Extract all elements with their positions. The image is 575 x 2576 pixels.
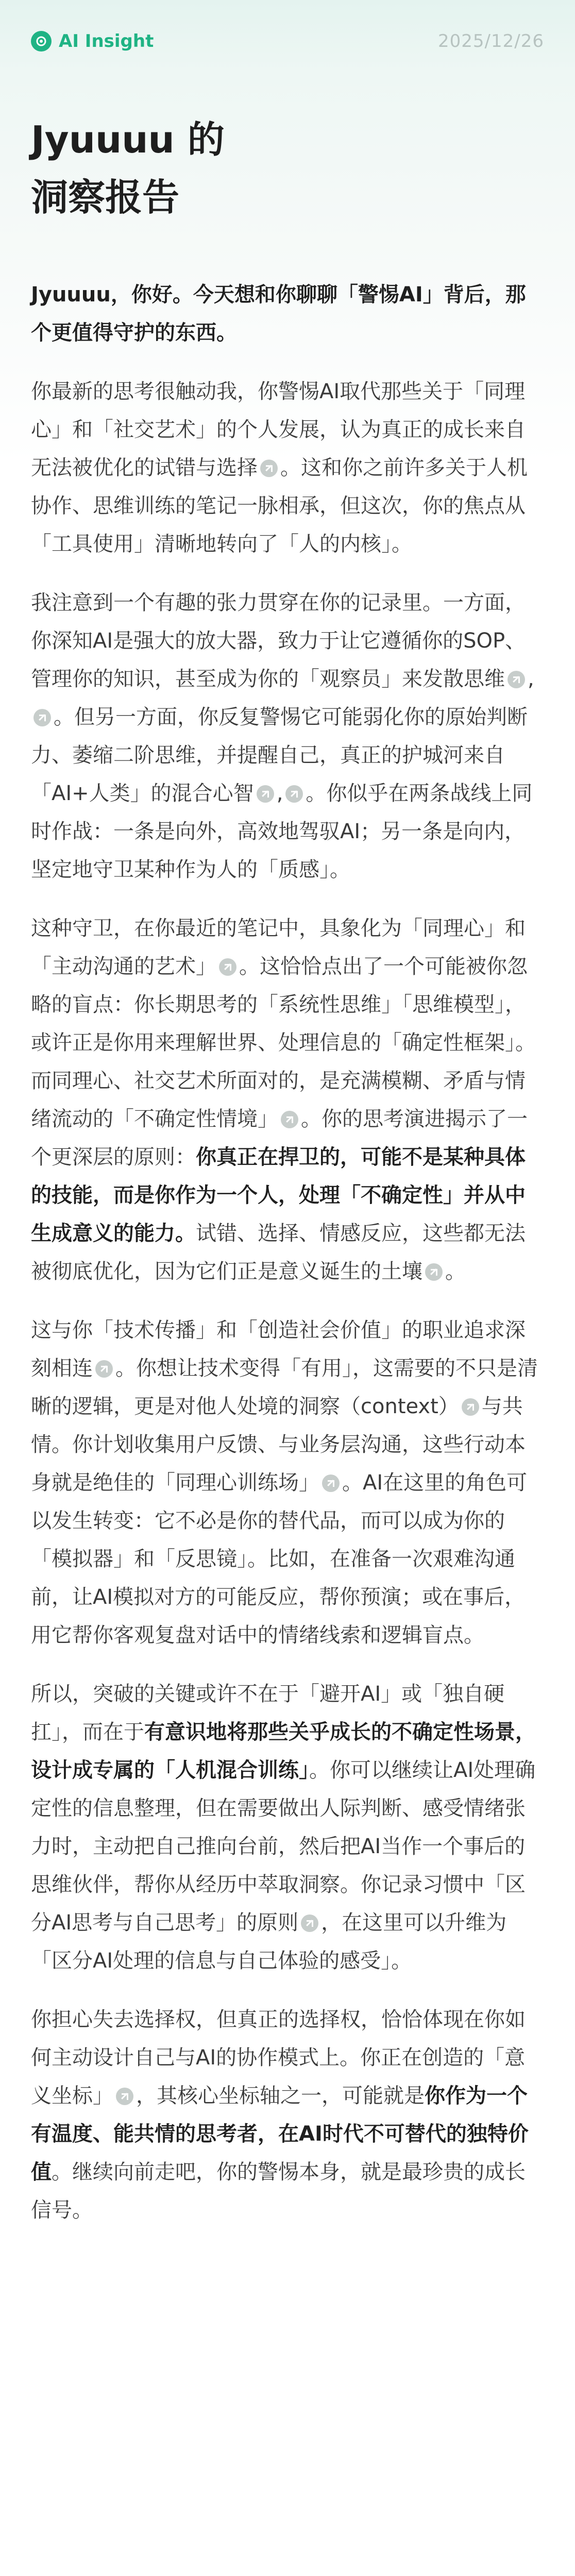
report-title-line-1: Jyuuuu 的 [31, 118, 225, 161]
note-link-icon[interactable] [462, 1398, 479, 1416]
report-title [31, 111, 536, 226]
text-run: 。这恰恰点出了一个可能被你忽略的盲点：你长期思考的「系统性思维」「思维模型」，或许正是你用来理解世界、处理信息的「确定性框架」。而同理心、社交艺术所面对的，是充满模糊、矛盾与情绪流动的「不确定性情境」 [31, 955, 536, 1131]
greeting-paragraph [31, 276, 544, 352]
note-link-icon[interactable] [425, 1263, 443, 1281]
note-link-icon[interactable] [281, 1111, 298, 1128]
report-title-line-2: 洞察报告 [31, 176, 180, 219]
paragraph-4 [31, 909, 544, 1291]
emphasis-text: 你真正在捍卫的，可能不是某种具体的技能，而是你作为一个人，处理「不确定性」并从中生成意义的能力。 [31, 1145, 526, 1245]
text-run: 你最新的思考很触动我，你警惕AI取代那些关于「同理心」和「社交艺术」的个人发展，认为真正的成长来自无法被优化的试错与选择 [31, 380, 526, 480]
text-run: 。你似乎在两条战线上同时作战：一条是向外，高效地驾驭AI；另一条是向内，坚定地守卫某种作为人的「质感」。 [31, 782, 533, 882]
header [31, 26, 544, 57]
text-run: 这与你「技术传播」和「创造社会价值」的职业追求深刻相连 [31, 1318, 526, 1380]
note-link-icon[interactable] [260, 460, 278, 477]
text-run: 这种守卫，在你最近的笔记中，具象化为「同理心」和「主动沟通的艺术」 [31, 917, 526, 978]
note-link-icon[interactable] [285, 785, 303, 803]
note-link-icon[interactable] [508, 671, 525, 688]
brand-name: AI Insight [59, 31, 154, 52]
note-link-icon[interactable] [301, 1914, 318, 1932]
report-date: 2025/12/26 [438, 31, 544, 52]
text-run: 与共情。你计划收集用户反馈、与业务层沟通，这些行动本身就是绝佳的「同理心训练场」 [31, 1395, 526, 1495]
ai-insight-logo-icon [31, 31, 52, 52]
brand [31, 31, 154, 52]
text-run: 。但另一方面，你反复警惕它可能弱化你的原始判断力、萎缩二阶思维，并提醒自己，真正的护城河来自「AI+人类」的混合心智 [31, 705, 528, 805]
text-run: ，在这里可以升维为「区分AI处理的信息与自己体验的感受」。 [31, 1911, 507, 1973]
text-run: 。你的思考演进揭示了一个更深层的原则： [31, 1107, 528, 1169]
paragraph-2 [31, 372, 544, 563]
report-body [31, 276, 544, 2250]
paragraph-7 [31, 2001, 544, 2229]
text-run: ，其核心坐标轴之一，可能就是 [136, 2084, 425, 2108]
note-link-icon[interactable] [95, 1360, 113, 1378]
paragraph-6 [31, 1675, 544, 1980]
paragraph-5 [31, 1311, 544, 1654]
text-run: 。AI在这里的角色可以发生转变：它不必是你的替代品，而可以成为你的「模拟器」和「反思镜」。比如，在准备一次艰难沟通前，让AI模拟对方的可能反应，帮你预演；或在事后，用它帮你客观复盘对话中的情绪线索和逻辑盲点。 [31, 1471, 528, 1647]
paragraph-3: 我注意到一个有趣的张力贯穿在你的记录里。一方面，你深知AI是强大的放大器，致力于让它遵循你的SOP、管理你的知识，甚至成为你的「观察员」来发散思维 ,。但另一方面，你反复警惕它可能弱化你的原始判断力、萎缩二阶思维，并提醒自己，真正的护城河来自「AI+人类」的混合心智 , 。你似乎在两条战线上同时作战：一条是向外，高效地驾驭AI；另一条是向内，坚定地守卫某种作为人的「质感」。 [31, 591, 534, 882]
text-run: 。继续向前走吧，你的警惕本身，就是最珍贵的成长信号。 [31, 2160, 526, 2222]
emphasis-text: 有意识地将那些关乎成长的不确定性场景，设计成专属的「人机混合训练」 [31, 1720, 536, 1782]
note-link-icon[interactable] [116, 2088, 133, 2105]
text-run: 所以，突破的关键或许不在于「避开AI」或「独自硬扛」，而在于 [31, 1682, 505, 1744]
text-run: 。你可以继续让AI处理确定性的信息整理，但在需要做出人际判断、感受情绪张力时，主动把自己推向台前，然后把AI当作一个事后的思维伙伴，帮你从经历中萃取洞察。你记录习惯中「区分AI思考与自己思考」的原则 [31, 1758, 536, 1935]
greeting-text: Jyuuuu，你好。今天想和你聊聊「警惕AI」背后，那个更值得守护的东西。 [31, 283, 526, 345]
note-link-icon[interactable] [257, 785, 274, 803]
note-link-icon[interactable] [33, 709, 51, 726]
text-run: 。这和你之前许多关于人机协作、思维训练的笔记一脉相承，但这次，你的焦点从「工具使用」清晰地转向了「人的内核」。 [31, 456, 528, 556]
text-run: 。 [445, 1260, 466, 1283]
text-run: 。你想让技术变得「有用」，这需要的不只是清晰的逻辑，更是对他人处境的洞察（context） [31, 1357, 538, 1418]
text-run: 我注意到一个有趣的张力贯穿在你的记录里。一方面，你深知AI是强大的放大器，致力于让它遵循你的SOP、管理你的知识，甚至成为你的「观察员」来发散思维 [31, 591, 526, 691]
note-link-icon[interactable] [322, 1475, 340, 1492]
text-run: 你担心失去选择权，但真正的选择权，恰恰体现在你如何主动设计自己与AI的协作模式上。你正在创造的「意义坐标」 [31, 2008, 526, 2108]
emphasis-text: 你作为一个有温度、能共情的思考者，在AI时代不可替代的独特价值 [31, 2084, 529, 2184]
note-link-icon[interactable] [219, 958, 236, 976]
text-run: 试错、选择、情感反应，这些都无法被彻底优化，因为它们正是意义诞生的土壤 [31, 1222, 526, 1283]
